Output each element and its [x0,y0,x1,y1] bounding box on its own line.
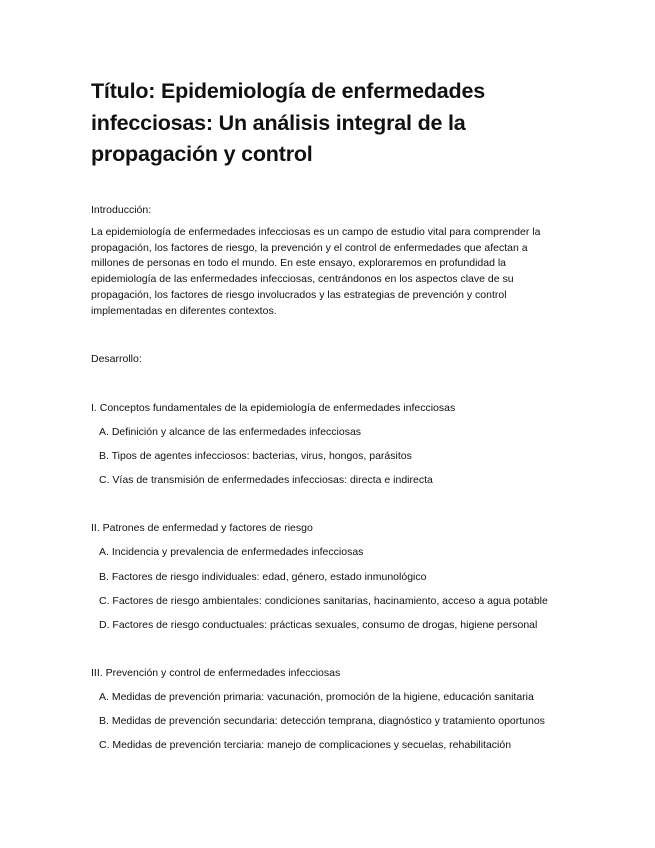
section-heading: I. Conceptos fundamentales de la epidemiología de enfermedades infecciosas [91,402,456,414]
intro-paragraph: La epidemiología de enfermedades infecciosas es un campo de estudio vital para comprender la propagación, los factores de riesgo, la prevención y el control de enfermedades que afectan a millones de personas en todo el mundo. En este ensayo, exploraremos en profundidad la epidemiología de las enfermedades infecciosas, centrándonos en los aspectos clave de su propagación, los factores de riesgo involucrados y las estrategias de prevención y control implementadas en diferentes contextos. [91,226,541,317]
list-item: A. Definición y alcance de las enfermedades infecciosas [99,426,362,438]
intro-label: Introducción: [91,204,152,216]
list-item: B. Medidas de prevención secundaria: detección temprana, diagnóstico y tratamiento oportunos [99,715,545,727]
list-item: C. Vías de transmisión de enfermedades infecciosas: directa e indirecta [99,474,433,486]
list-item: C. Factores de riesgo ambientales: condiciones sanitarias, hacinamiento, acceso a agua potable [99,595,548,607]
list-item: B. Factores de riesgo individuales: edad, género, estado inmunológico [99,571,427,583]
section-heading: II. Patrones de enfermedad y factores de riesgo [91,522,313,534]
list-item: D. Factores de riesgo conductuales: prácticas sexuales, consumo de drogas, higiene personal [99,619,538,631]
list-item: A. Medidas de prevención primaria: vacunación, promoción de la higiene, educación sanitaria [99,691,534,703]
document-title: Título: Epidemiología de enfermedades infecciosas: Un análisis integral de la propagación y control [91,79,485,166]
section-heading: III. Prevención y control de enfermedades infecciosas [91,667,341,679]
development-label: Desarrollo: [91,353,142,365]
list-item: B. Tipos de agentes infecciosos: bacterias, virus, hongos, parásitos [99,450,412,462]
list-item: A. Incidencia y prevalencia de enfermedades infecciosas [99,546,364,558]
list-item: C. Medidas de prevención terciaria: manejo de complicaciones y secuelas, rehabilitación [99,739,512,751]
